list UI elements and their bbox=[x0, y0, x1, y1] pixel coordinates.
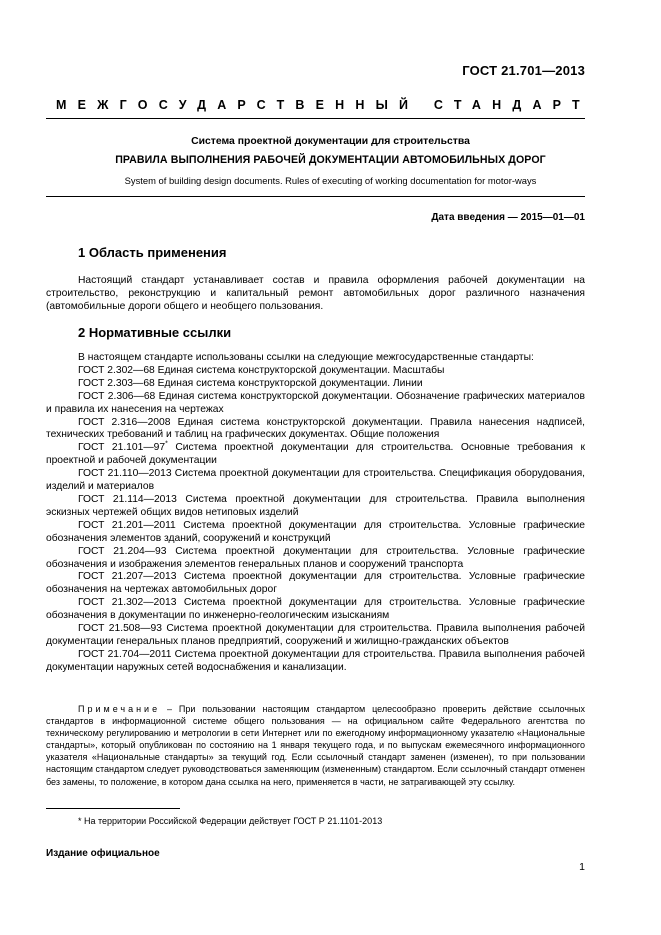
title-rule bbox=[46, 196, 585, 197]
section-1-heading: 1 Область применения bbox=[78, 245, 227, 260]
footnote: * На территории Российской Федерации действует ГОСТ Р 21.1101-2013 bbox=[78, 816, 383, 826]
effective-date: Дата введения — 2015—01—01 bbox=[431, 212, 585, 223]
header-rule bbox=[46, 118, 585, 119]
reference-item: ГОСТ 21.302—2013 Система проектной документации для строительства. Условные графические обозначения в документации по инженерно-геологическим изысканиям bbox=[46, 597, 585, 622]
reference-item: ГОСТ 21.201—2011 Система проектной документации для строительства. Условные графические обозначения элементов зданий, сооружений и конструкций bbox=[46, 519, 585, 544]
note-label: Примечание bbox=[78, 704, 161, 714]
note-text: – При пользовании настоящим стандартом целесообразно проверить действие ссылочных стандартов в информационной системе общего пользования — на официальном сайте Федерального агентства по техническому регулированию и метрологии в сети Интернет или по ежегодному информационному указателю «Национальные стандарты», который опубликован по состоянию на 1 января текущего года, и по выпускам ежемесячного информационного указателя «Национальные стандарты» за текущий год. Если ссылочный стандарт заменен (изменен), то при пользовании настоящим стандартом следует руководствоваться заменяющим (измененным) стандартом. Если ссылочный стандарт отменен без замены, то положение, в котором дана ссылка на него, применяется в части, не затрагивающей эту ссылку. bbox=[46, 704, 585, 787]
reference-item bbox=[46, 442, 585, 468]
standard-banner: МЕЖГОСУДАРСТВЕННЫЙ СТАНДАРТ bbox=[56, 98, 591, 112]
reference-item: ГОСТ 21.207—2013 Система проектной документации для строительства. Условные графические обозначения на чертежах автомобильных дорог bbox=[46, 571, 585, 596]
reference-item: ГОСТ 21.114—2013 Система проектной документации для строительства. Правила выполнения эскизных чертежей общих видов нетиповых изделий bbox=[46, 493, 585, 518]
reference-item: ГОСТ 21.110—2013 Система проектной документации для строительства. Спецификация оборудования, изделий и материалов bbox=[46, 468, 585, 493]
reference-text: Система проектной документации для строительства. Основные требования к проектной и рабочей документации bbox=[46, 442, 585, 467]
reference-item: ГОСТ 21.204—93 Система проектной документации для строительства. Условные графические обозначения и изображения элементов генеральных планов и сооружений транспорта bbox=[46, 545, 585, 570]
reference-item: ГОСТ 2.316—2008 Единая система конструкторской документации. Правила нанесения надписей, технических требований и таблиц на графических документах. Общие положения bbox=[46, 416, 585, 441]
system-title: Система проектной документации для строительства bbox=[191, 136, 470, 147]
edition-label: Издание официальное bbox=[46, 848, 160, 859]
reference-item: ГОСТ 2.303—68 Единая система конструкторской документации. Линии bbox=[78, 377, 423, 389]
page-number: 1 bbox=[579, 861, 585, 873]
section-2-heading: 2 Нормативные ссылки bbox=[78, 325, 232, 340]
english-title: System of building design documents. Rules of executing of working documentation for motor-ways bbox=[124, 175, 537, 186]
reference-item: ГОСТ 21.508—93 Система проектной документации для строительства. Правила выполнения рабочей документации генеральных планов предприятий, сооружений и жилищно-гражданских объектов bbox=[46, 623, 585, 647]
reference-item: ГОСТ 2.302—68 Единая система конструкторской документации. Масштабы bbox=[78, 364, 445, 376]
reference-item: ГОСТ 21.704—2011 Система проектной документации для строительства. Правила выполнения рабочей документации наружных сетей водоснабжения и канализации. bbox=[46, 648, 585, 673]
section-1-text bbox=[46, 275, 585, 314]
standard-code: ГОСТ 21.701—2013 bbox=[462, 63, 585, 78]
references-list bbox=[46, 352, 585, 675]
footnote-rule bbox=[46, 808, 180, 809]
document-title: ПРАВИЛА ВЫПОЛНЕНИЯ РАБОЧЕЙ ДОКУМЕНТАЦИИ АВТОМОБИЛЬНЫХ ДОРОГ bbox=[115, 154, 546, 166]
note-block bbox=[46, 703, 585, 788]
references-intro: В настоящем стандарте использованы ссылки на следующие межгосударственные стандарты: bbox=[78, 352, 534, 363]
reference-item: ГОСТ 2.306—68 Единая система конструкторской документации. Обозначение графических материалов и правила их нанесения на чертежах bbox=[46, 390, 585, 415]
reference-code: ГОСТ 21.101—97 bbox=[78, 442, 166, 454]
scope-paragraph: Настоящий стандарт устанавливает состав и правила оформления рабочей документации на строительство, реконструкцию и капитальный ремонт автомобильных дорог различного назначения (автомобильные дороги общего и необщего пользования. bbox=[46, 275, 585, 312]
note-paragraph bbox=[46, 703, 585, 788]
footnote-marker: * bbox=[165, 440, 168, 448]
